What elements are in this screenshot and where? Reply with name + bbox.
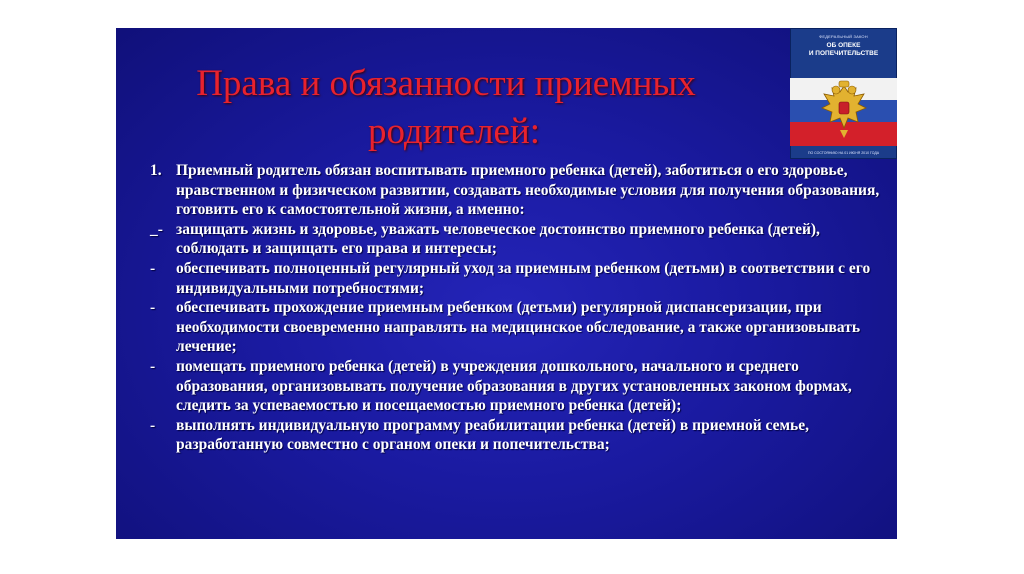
list-item [150, 259, 890, 298]
book-title [790, 42, 897, 58]
list-item-text: помещать приемного ребенка (детей) в учреждения дошкольного, начального и среднего образования, организовывать получение образования в других установленных законом формах, следить за успеваемостью и посещаемостью приемного ребенка (детей); [176, 357, 852, 415]
duties-list [150, 161, 890, 455]
slide-title-line-2: родителей: [367, 111, 541, 152]
list-item-marker: 1. [150, 162, 162, 179]
law-book-cover-image [790, 28, 897, 159]
coat-of-arms-icon [818, 80, 870, 140]
slide-title-line-1: Права и обязанности приемных [196, 63, 696, 104]
slide [116, 28, 897, 539]
list-item-marker: - [150, 416, 156, 434]
list-item-marker: - [150, 299, 156, 317]
list-item-text: Приемный родитель обязан воспитывать приемного ребенка (детей), заботиться о его здоровье, нравственном и физическом развитии, создавать необходимые условия для получения образования, готовить его к самостоятельной жизни, а именно: [176, 162, 880, 219]
book-title-line-1: ОБ ОПЕКЕ [826, 42, 861, 49]
list-item-text: выполнять индивидуальную программу реабилитации ребенка (детей) в приемной семье, разработанную совместно с органом опеки и попечительства; [176, 416, 810, 454]
book-publisher-label: ФЕДЕРАЛЬНЫЙ ЗАКОН [819, 34, 868, 39]
list-item-text: обеспечивать полноценный регулярный уход за приемным ребенком (детьми) в соответствии с его индивидуальными потребностями; [176, 259, 871, 297]
list-item-marker: - [150, 259, 156, 277]
list-item-text: защищать жизнь и здоровье, уважать человеческое достоинство приемного ребенка (детей), соблюдать и защищать его права и интересы; [176, 220, 820, 258]
book-title-line-2: И ПОПЕЧИТЕЛЬСТВЕ [808, 50, 879, 57]
list-item [150, 416, 890, 455]
list-item [150, 357, 890, 416]
list-item-marker: _- [150, 220, 163, 238]
list-item [150, 220, 890, 259]
list-item [150, 161, 890, 220]
book-footer-label: ПО СОСТОЯНИЮ НА 01 ИЮНЯ 2010 ГОДА [807, 151, 880, 155]
list-item-marker: - [150, 357, 156, 375]
list-item [150, 298, 890, 357]
slide-title [116, 60, 776, 156]
list-item-text: обеспечивать прохождение приемным ребенком (детьми) регулярной диспансеризации, при необходимости своевременно направлять на медицинское обследование, а также организовывать лечение; [176, 299, 861, 356]
